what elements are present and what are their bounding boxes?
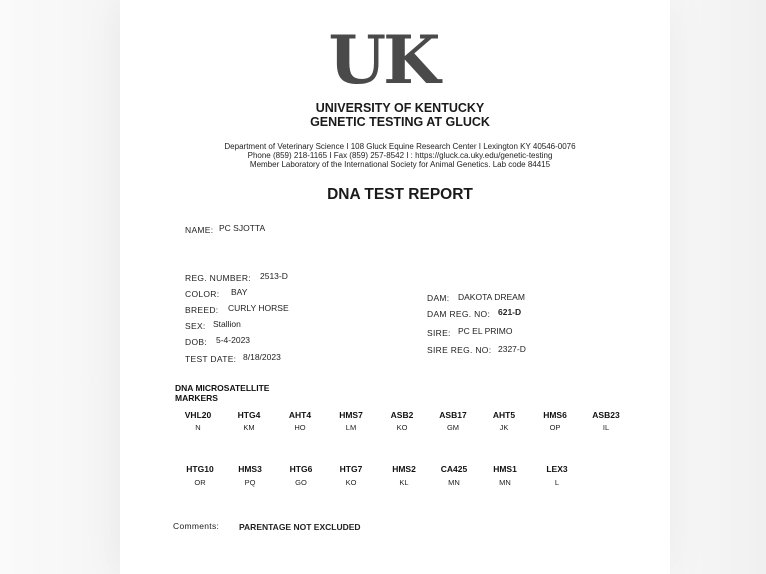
color-value: BAY xyxy=(231,287,248,297)
markers-heading: DNA MICROSATELLITE xyxy=(175,383,270,393)
marker-allele: IL xyxy=(602,423,610,432)
marker-allele: KO xyxy=(396,423,408,432)
marker-name: HTG6 xyxy=(289,464,313,474)
reg-number-value: 2513-D xyxy=(260,271,288,281)
sire-value: PC EL PRIMO xyxy=(458,326,513,336)
marker-name: HTG10 xyxy=(186,464,214,474)
dam-reg-label: DAM REG. NO: xyxy=(427,309,491,319)
marker-allele: MN xyxy=(448,478,460,487)
dob-label: DOB: xyxy=(185,337,207,347)
marker-name: LEX3 xyxy=(546,464,568,474)
reg-number-label: REG. NUMBER: xyxy=(185,273,251,283)
address-line-3: Member Laboratory of the International Society for Animal Genetics. Lab code 84415 xyxy=(249,160,551,169)
address-line-2: Phone (859) 218-1165 I Fax (859) 257-8542 I : https://gluck.ca.uky.edu/genetic-testing xyxy=(247,151,553,160)
sex-value: Stallion xyxy=(213,319,241,329)
marker-name: ASB2 xyxy=(390,410,414,420)
comments-value: PARENTAGE NOT EXCLUDED xyxy=(239,522,361,532)
dam-value: DAKOTA DREAM xyxy=(458,292,525,302)
marker-name: HMS1 xyxy=(493,464,517,474)
marker-name: ASB23 xyxy=(592,410,620,420)
sire-reg-value: 2327-D xyxy=(498,344,526,354)
test-date-value: 8/18/2023 xyxy=(243,352,281,362)
marker-allele: N xyxy=(195,423,201,432)
marker-allele: GM xyxy=(446,423,460,432)
marker-name: HMS3 xyxy=(238,464,262,474)
marker-allele: PQ xyxy=(244,478,256,487)
marker-name: VHL20 xyxy=(184,410,212,420)
background-left xyxy=(0,0,120,574)
marker-allele: HO xyxy=(294,423,306,432)
marker-name: AHT4 xyxy=(288,410,312,420)
name-value: PC SJOTTA xyxy=(219,223,266,233)
background-right xyxy=(670,0,766,574)
marker-allele: GO xyxy=(295,478,307,487)
marker-allele: KO xyxy=(345,478,357,487)
breed-value: CURLY HORSE xyxy=(228,303,289,313)
marker-allele: KL xyxy=(399,478,409,487)
marker-allele: OP xyxy=(549,423,561,432)
marker-allele: L xyxy=(554,478,560,487)
sire-label: SIRE: xyxy=(427,328,451,338)
marker-name: CA425 xyxy=(440,464,468,474)
markers-heading-line-2: MARKERS xyxy=(175,393,218,403)
marker-name: HMS6 xyxy=(543,410,567,420)
marker-allele: KM xyxy=(243,423,255,432)
marker-name: HTG7 xyxy=(339,464,363,474)
breed-label: BREED: xyxy=(185,305,219,315)
dam-label: DAM: xyxy=(427,293,450,303)
marker-allele: LM xyxy=(345,423,357,432)
color-label: COLOR: xyxy=(185,289,220,299)
test-date-label: TEST DATE: xyxy=(185,354,237,364)
lab-name: GENETIC TESTING AT GLUCK xyxy=(310,115,490,129)
address-line-1: Department of Veterinary Science I 108 Gluck Equine Research Center I Lexington KY 40546-0076 xyxy=(224,142,576,151)
uk-logo: UK xyxy=(328,21,438,99)
marker-name: HMS2 xyxy=(392,464,416,474)
dam-reg-value: 621-D xyxy=(498,307,522,317)
marker-name: AHT5 xyxy=(492,410,516,420)
dob-value: 5-4-2023 xyxy=(216,335,251,345)
comments-label: Comments: xyxy=(173,521,220,531)
marker-allele: JK xyxy=(499,423,509,432)
marker-name: HTG4 xyxy=(237,410,261,420)
marker-allele: MN xyxy=(499,478,511,487)
name-label: NAME: xyxy=(185,225,214,235)
marker-allele: OR xyxy=(194,478,206,487)
report-title: DNA TEST REPORT xyxy=(327,186,473,203)
marker-name: ASB17 xyxy=(439,410,467,420)
university-name: UNIVERSITY OF KENTUCKY xyxy=(315,101,485,115)
marker-name: HMS7 xyxy=(339,410,363,420)
sex-label: SEX: xyxy=(185,321,206,331)
sire-reg-label: SIRE REG. NO: xyxy=(427,345,492,355)
